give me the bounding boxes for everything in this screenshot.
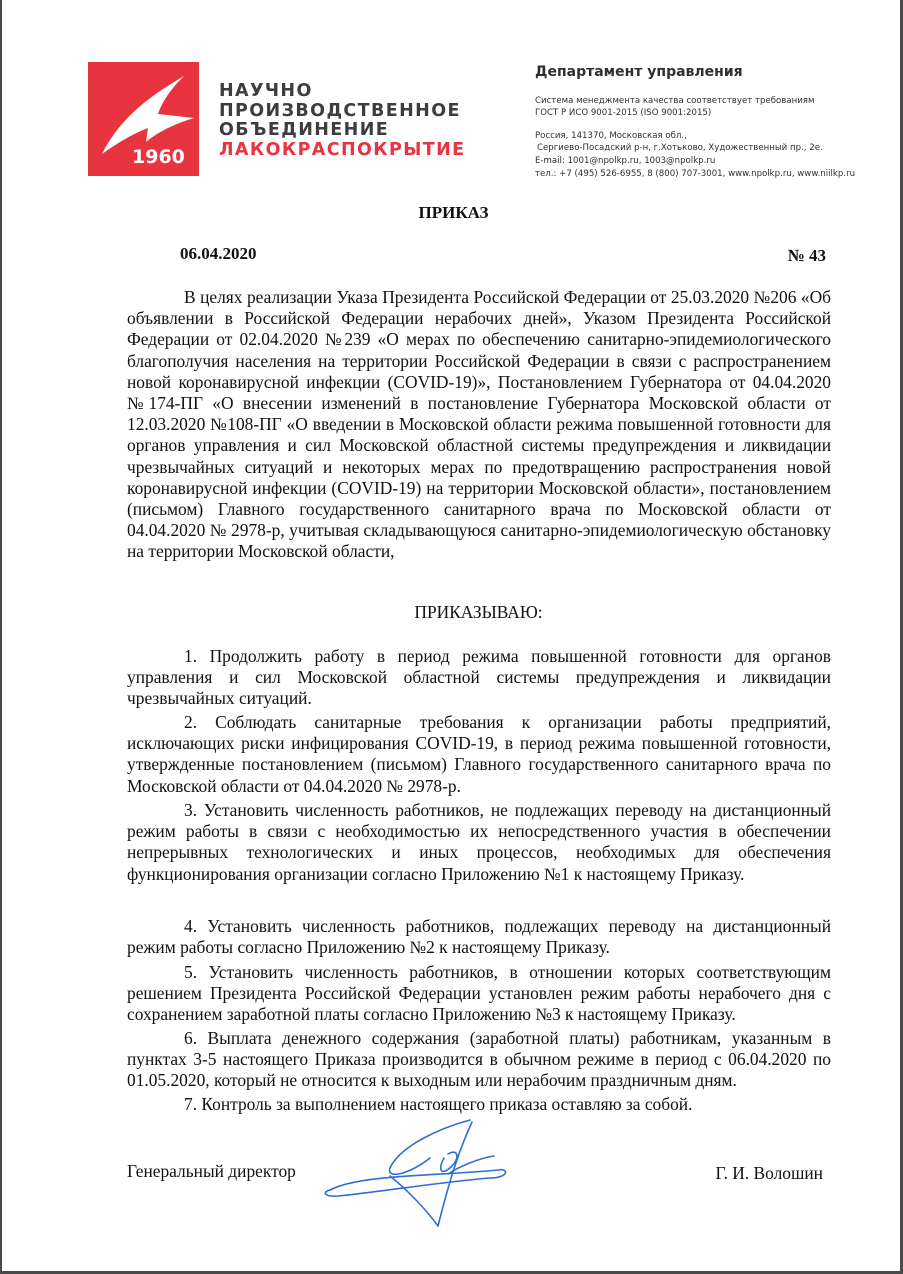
order-item-4: 4. Установить численность работников, подлежащих переводу на дистанционный режим работы согласно Приложению №2 к настоящему Приказу.	[127, 916, 831, 958]
document-date: 06.04.2020	[180, 244, 257, 263]
organization-name	[219, 82, 466, 160]
handwritten-signature	[320, 1118, 570, 1233]
signatory-name: Г. И. Волошин	[715, 1163, 823, 1183]
document-title: ПРИКАЗ	[418, 203, 489, 222]
company-logo	[88, 62, 199, 176]
order-heading: ПРИКАЗЫВАЮ:	[414, 602, 543, 622]
org-name-line: НАУЧНО	[219, 81, 313, 101]
phone-line: тел.: +7 (495) 526-6955, 8 (800) 707-3001, www.npolkp.ru, www.niilkp.ru	[535, 169, 856, 179]
order-item-6: 6. Выплата денежного содержания (заработной платы) работникам, указанным в пунктах 3-5 настоящего Приказа производится в обычном режиме в период с 06.04.2020 по 01.05.2020, который не относится к выходным или нерабочим праздничным дням.	[127, 1028, 831, 1091]
order-item-7: 7. Контроль за выполнением настоящего приказа оставляю за собой.	[184, 1094, 693, 1114]
org-name-line: ПРОИЗВОДСТВЕННОЕ	[219, 100, 461, 121]
document-number: № 43	[787, 246, 826, 265]
preamble-paragraph: В целях реализации Указа Президента Российской Федерации от 25.03.2020 №206 «Об объявлении в Российской Федерации нерабочих дней», Указом Президента Российской Федерации от 02.04.2020 №239 «О мерах по обеспечению санитарно-эпидемиологического благополучия населения на территории Российской Федерации в связи с распространением новой коронавирусной инфекции (COVID-19)», Постановлением Губернатора от 04.04.2020 №174-ПГ «О внесении изменений в постановление Губернатора Московской области от 12.03.2020 №108-ПГ «О введении в Московской области режима повышенной готовности для органов управления и сил Московской областной системы предупреждения и ликвидации чрезвычайных ситуаций и некоторых мерах по предотвращению распространения новой коронавирусной инфекции (COVID-19) на территории Московской области», постановлением (письмом) Главного государственного санитарного врача по Московской области от 04.04.2020 № 2978-р, учитывая складывающуюся санитарно-эпидемиологическую обстановку на территории Московской области,	[127, 287, 831, 562]
address-line: Россия, 141370, Московская обл.,	[535, 131, 687, 141]
org-name-brand: ЛАКОКРАСПОКРЫТИЕ	[219, 139, 466, 160]
email-line: E-mail: 1001@npolkp.ru, 1003@npolkp.ru	[535, 156, 716, 166]
order-item-5: 5. Установить численность работников, в отношении которых соответствующим решением Президента Российской Федерации установлен режим работы нерабочего дня с сохранением заработной платы согласно Приложению №3 к настоящему Приказу.	[127, 962, 831, 1025]
order-item-3: 3. Установить численность работников, не подлежащих переводу на дистанционный режим работы в связи с необходимостью их непосредственного участия в обеспечении непрерывных технологических и иных процессов, необходимых для обеспечения функционирования организации согласно Приложению №1 к настоящему Приказу.	[127, 800, 831, 884]
order-item-1: 1. Продолжить работу в период режима повышенной готовности для органов управления и сил Московской областной системы предупреждения и ликвидации чрезвычайных ситуаций.	[127, 646, 831, 709]
address-line: Сергиево-Посадский р-н, г.Хотьково, Художественный пр., 2е.	[537, 143, 823, 153]
order-item-2: 2. Соблюдать санитарные требования к организации работы предприятий, исключающих риски инфицирования COVID-19, в период режима повышенной готовности, утвержденные постановлением (письмом) Главного государственного санитарного врача по Московской области от 04.04.2020 № 2978-р.	[127, 712, 831, 796]
logo-year: 1960	[132, 146, 185, 168]
org-name-line: ОБЪЕДИНЕНИЕ	[219, 120, 390, 140]
quality-standard: ГОСТ Р ИСО 9001-2015 (ISO 9001:2015)	[535, 108, 712, 118]
department-name: Департамент управления	[535, 64, 743, 80]
quality-statement: Система менеджмента качества соответствует требованиям	[535, 96, 815, 106]
signatory-role: Генеральный директор	[127, 1161, 296, 1181]
